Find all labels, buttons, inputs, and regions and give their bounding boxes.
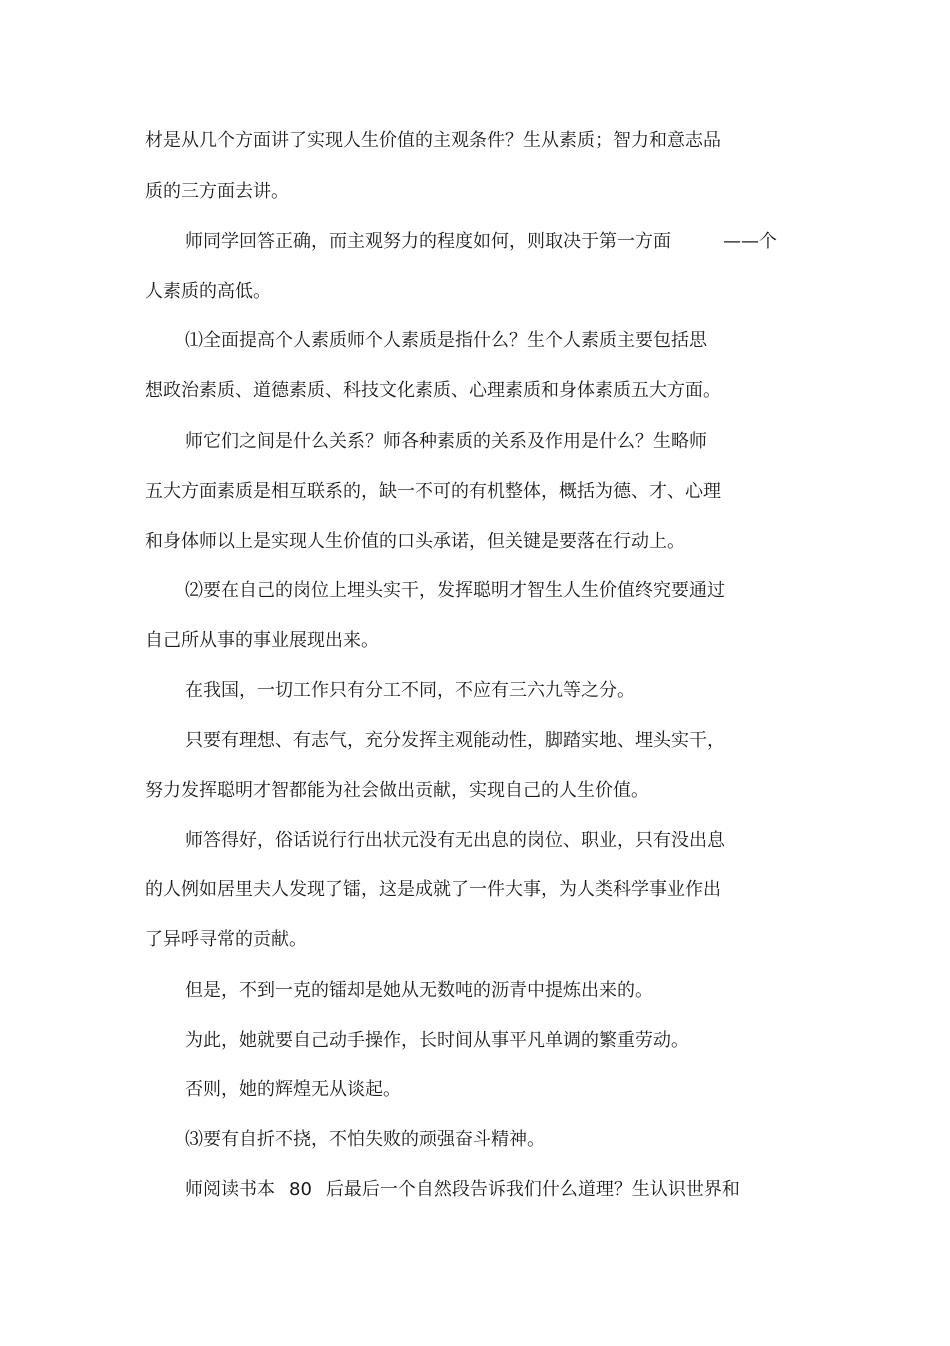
text-line: 在我国，一切工作只有分工不同，不应有三六九等之分。 [185, 680, 635, 701]
text-line: 了异呼寻常的贡献。 [145, 929, 307, 950]
text-line: 自己所从事的事业展现出来。 [145, 630, 379, 651]
text-line [185, 230, 777, 254]
text-line: 的人例如居里夫人发现了镭，这是成就了一件大事，为人类科学事业作出 [145, 879, 721, 900]
text-line: 师它们之间是什么关系？师各种素质的关系及作用是什么？生略师 [185, 431, 707, 452]
text-line: 努力发挥聪明才智都能为社会做出贡献，实现自己的人生价值。 [145, 780, 649, 801]
text-line: 否则，她的辉煌无从谈起。 [185, 1079, 401, 1100]
text-line: ⑴全面提高个人素质师个人素质是指什么？生个人素质主要包括思 [185, 330, 707, 351]
text-span: 师阅读书本 [185, 1179, 275, 1200]
text-line: 师答得好，俗话说行行出状元没有无出息的岗位、职业，只有没出息 [185, 830, 725, 851]
text-line: 质的三方面去讲。 [145, 181, 289, 202]
text-span: 后最后一个自然段告诉我们什么道理？生认识世界和 [325, 1179, 740, 1200]
text-line: 想政治素质、道德素质、科技文化素质、心理素质和身体素质五大方面。 [145, 380, 721, 401]
text-line: ⑵要在自己的岗位上埋头实干，发挥聪明才智生人生价值终究要通过 [185, 580, 725, 601]
text-span: 师同学回答正确，而主观努力的程度如何，则取决于第一方面 [185, 231, 671, 252]
dash-text: ——个 [723, 231, 777, 252]
text-line: 和身体师以上是实现人生价值的口头承诺，但关键是要落在行动上。 [145, 531, 685, 552]
text-line: 只要有理想、有志气，充分发挥主观能动性，脚踏实地、埋头实干， [185, 730, 725, 751]
text-line [185, 1178, 740, 1202]
page-number-text: 80 [289, 1179, 312, 1200]
text-line: 但是，不到一克的镭却是她从无数吨的沥青中提炼出来的。 [185, 980, 653, 1001]
text-line: 人素质的高低。 [145, 281, 271, 302]
text-line: 五大方面素质是相互联系的，缺一不可的有机整体，概括为德、才、心理 [145, 481, 721, 502]
text-line: 材是从几个方面讲了实现人生价值的主观条件？生从素质；智力和意志品 [145, 130, 721, 151]
text-line: 为此，她就要自己动手操作，长时间从事平凡单调的繁重劳动。 [185, 1030, 689, 1051]
text-line: ⑶要有自折不挠，不怕失败的顽强奋斗精神。 [185, 1129, 545, 1150]
